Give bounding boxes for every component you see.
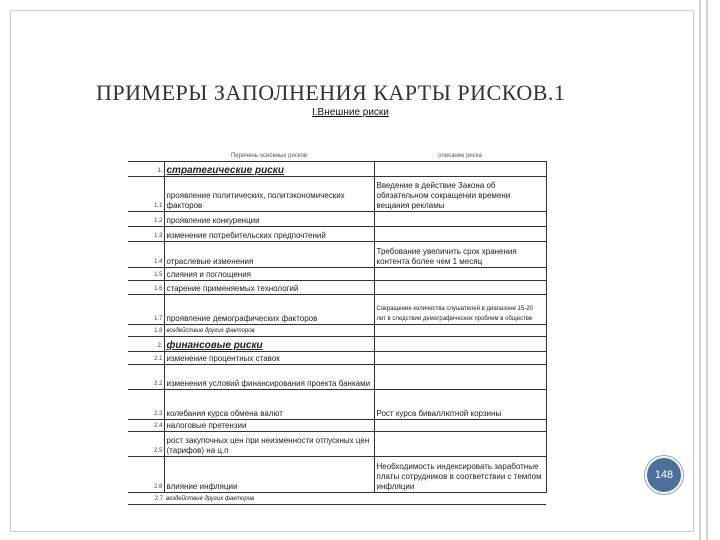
category-strategic: стратегические риски [164, 161, 374, 176]
table-row: 1.6 старение применяемых технологий [128, 280, 546, 294]
table-row: 1.4 отраслевые изменения Требование увеличить срок хранения контента более чем 1 месяц [128, 241, 546, 267]
risk-map-table [128, 120, 547, 505]
table-row: 2.5 рост закупочных цен при неизменности отпускных цен (тарифов) на ц.п [128, 431, 546, 456]
category-financial: финансовые риски [164, 336, 374, 351]
table-row: 1.2 проявление конкуренции [128, 211, 546, 226]
slide-right-rail [699, 0, 701, 540]
page-number-badge: 148 [645, 456, 683, 494]
table-row: 2.4 налоговые претензии [128, 419, 546, 431]
table-row: 2.3 колебания курса обмена валют Рост курса биваллютной корзины [128, 389, 546, 419]
table-row: 1.1 проявление политических, политэкономических факторов Введение в действие Закона об обязательном сокращении времени вещания рекламы [128, 176, 546, 211]
header-consequence: описание риска [374, 120, 546, 161]
header-factor: Перечень основных рисков [164, 120, 374, 161]
table-row: 2.7 воздействие других факторов [128, 492, 546, 504]
table-row: 2.2 изменения условий финансирования проекта банками [128, 364, 546, 389]
slide-right-rail-2 [706, 0, 708, 540]
table-section-title: I.Внешние риски [312, 107, 389, 118]
table-row: 2.6 влияние инфляции Необходимость индексировать заработные платы сотрудников в соответствии с темпом инфляции [128, 456, 546, 492]
table-row: 1.8 воздействие других факторов [128, 324, 546, 336]
table-row: 1. стратегические риски [128, 161, 546, 176]
table-header-row [128, 120, 546, 161]
table-row: 2. финансовые риски [128, 336, 546, 351]
table-row: 1.7 проявление демографических факторов Сокращение количества слушателей в диапазоне 15-20 лет в следствии демографических проблем в обществе [128, 294, 546, 324]
table-row: 1.3 изменение потребительских предпочтений [128, 226, 546, 241]
table-row: 2.1 изменение процентных ставок [128, 351, 546, 364]
slide-title: ПРИМЕРЫ ЗАПОЛНЕНИЯ КАРТЫ РИСКОВ.1 [96, 80, 566, 105]
table-row: 1.5 слияния и поглощения [128, 267, 546, 280]
